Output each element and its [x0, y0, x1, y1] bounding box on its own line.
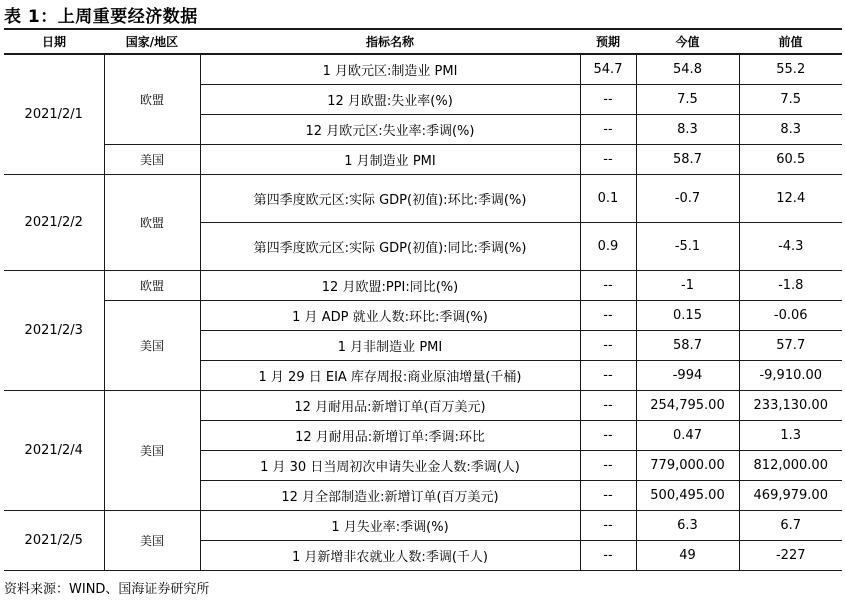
actual-cell: 8.3 [636, 115, 739, 145]
expected-cell: -- [580, 115, 636, 145]
table-row [4, 391, 842, 421]
indicator-cell: 12 月全部制造业:新增订单(百万美元) [200, 481, 580, 511]
indicator-cell: 1 月欧元区:制造业 PMI [200, 54, 580, 85]
indicator-cell: 1 月制造业 PMI [200, 145, 580, 175]
actual-cell: 7.5 [636, 85, 739, 115]
date-cell: 2021/2/2 [4, 175, 104, 271]
table-row [4, 271, 842, 301]
indicator-cell: 12 月耐用品:新增订单(百万美元) [200, 391, 580, 421]
table-title: 表 1：上周重要经济数据 [4, 7, 198, 27]
previous-cell: 7.5 [739, 85, 842, 115]
previous-cell: 6.7 [739, 511, 842, 541]
actual-cell: -994 [636, 361, 739, 391]
expected-cell: -- [580, 145, 636, 175]
actual-cell: 779,000.00 [636, 451, 739, 481]
actual-cell: 254,795.00 [636, 391, 739, 421]
previous-cell: -1.8 [739, 271, 842, 301]
expected-cell: -- [580, 361, 636, 391]
date-cell: 2021/2/3 [4, 271, 104, 391]
previous-cell: 57.7 [739, 331, 842, 361]
region-cell: 美国 [104, 301, 200, 391]
expected-cell: -- [580, 331, 636, 361]
indicator-cell: 1 月 ADP 就业人数:环比:季调(%) [200, 301, 580, 331]
header-expected: 预期 [580, 29, 636, 54]
actual-cell: -0.7 [636, 175, 739, 223]
indicator-cell: 12 月欧盟:PPI:同比(%) [200, 271, 580, 301]
previous-cell: -0.06 [739, 301, 842, 331]
region-cell: 欧盟 [104, 54, 200, 145]
economic-data-table [4, 28, 842, 571]
table-row [4, 511, 842, 541]
expected-cell: -- [580, 271, 636, 301]
indicator-cell: 1 月失业率:季调(%) [200, 511, 580, 541]
previous-cell: 60.5 [739, 145, 842, 175]
expected-cell: -- [580, 85, 636, 115]
indicator-cell: 1 月新增非农就业人数:季调(千人) [200, 541, 580, 571]
previous-cell: -9,910.00 [739, 361, 842, 391]
source-note: 资料来源：WIND、国海证券研究所 [4, 582, 210, 597]
expected-cell: -- [580, 391, 636, 421]
actual-cell: 58.7 [636, 145, 739, 175]
indicator-cell: 1 月非制造业 PMI [200, 331, 580, 361]
header-row [4, 29, 842, 54]
previous-cell: -4.3 [739, 223, 842, 271]
table-row [4, 145, 842, 175]
region-cell: 欧盟 [104, 175, 200, 271]
previous-cell: 12.4 [739, 175, 842, 223]
previous-cell: 1.3 [739, 421, 842, 451]
expected-cell: -- [580, 301, 636, 331]
date-cell: 2021/2/5 [4, 511, 104, 571]
region-cell: 欧盟 [104, 271, 200, 301]
region-cell: 美国 [104, 511, 200, 571]
expected-cell: -- [580, 421, 636, 451]
expected-cell: -- [580, 451, 636, 481]
table-row [4, 54, 842, 85]
date-cell: 2021/2/4 [4, 391, 104, 511]
date-cell: 2021/2/1 [4, 54, 104, 175]
expected-cell: -- [580, 511, 636, 541]
actual-cell: 58.7 [636, 331, 739, 361]
actual-cell: -5.1 [636, 223, 739, 271]
header-indicator: 指标名称 [200, 29, 580, 54]
actual-cell: 500,495.00 [636, 481, 739, 511]
actual-cell: 54.8 [636, 54, 739, 85]
indicator-cell: 1 月 29 日 EIA 库存周报:商业原油增量(千桶) [200, 361, 580, 391]
expected-cell: 0.9 [580, 223, 636, 271]
indicator-cell: 1 月 30 日当周初次申请失业金人数:季调(人) [200, 451, 580, 481]
previous-cell: -227 [739, 541, 842, 571]
expected-cell: 54.7 [580, 54, 636, 85]
header-region: 国家/地区 [104, 29, 200, 54]
header-actual: 今值 [636, 29, 739, 54]
previous-cell: 55.2 [739, 54, 842, 85]
expected-cell: -- [580, 481, 636, 511]
indicator-cell: 12 月耐用品:新增订单:季调:环比 [200, 421, 580, 451]
previous-cell: 233,130.00 [739, 391, 842, 421]
actual-cell: 0.15 [636, 301, 739, 331]
actual-cell: 0.47 [636, 421, 739, 451]
actual-cell: 6.3 [636, 511, 739, 541]
expected-cell: -- [580, 541, 636, 571]
header-previous: 前值 [739, 29, 842, 54]
indicator-cell: 12 月欧元区:失业率:季调(%) [200, 115, 580, 145]
previous-cell: 8.3 [739, 115, 842, 145]
header-date: 日期 [4, 29, 104, 54]
actual-cell: 49 [636, 541, 739, 571]
indicator-cell: 第四季度欧元区:实际 GDP(初值):环比:季调(%) [200, 175, 580, 223]
table-row [4, 175, 842, 223]
indicator-cell: 第四季度欧元区:实际 GDP(初值):同比:季调(%) [200, 223, 580, 271]
region-cell: 美国 [104, 391, 200, 511]
region-cell: 美国 [104, 145, 200, 175]
previous-cell: 469,979.00 [739, 481, 842, 511]
indicator-cell: 12 月欧盟:失业率(%) [200, 85, 580, 115]
table-row [4, 301, 842, 331]
actual-cell: -1 [636, 271, 739, 301]
previous-cell: 812,000.00 [739, 451, 842, 481]
expected-cell: 0.1 [580, 175, 636, 223]
